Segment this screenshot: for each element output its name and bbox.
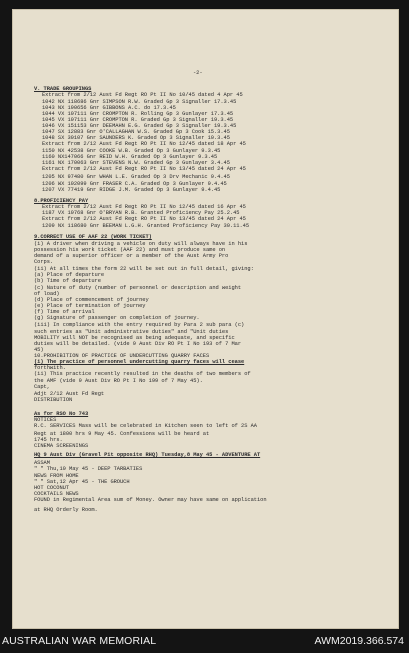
document-line: 9.CORRECT USE OF AAF 22 (WORK TICKET) (34, 234, 152, 240)
document-line: of load) (34, 291, 60, 297)
document-line: DISTRIBUTION (34, 397, 73, 403)
document-line: 1042 NX 118686 Gnr SIMPSON R.W. Graded Gp 3 Signaller 17.3.45 (42, 99, 237, 105)
document-line: forthwith. (34, 365, 66, 371)
document-line: 1150 NX 42538 Gnr COOKE W.B. Graded Op 3 Gunlayer 9.3.45 (42, 148, 221, 154)
document-line: Capt, (34, 384, 50, 390)
document-line: 1209 NX 118680 Gnr BEEMAN L.G.H. Granted Proficiency Pay 30.11.45 (42, 223, 250, 229)
document-line: (ii) This practice recently resulted in the deaths of two members of (34, 371, 251, 377)
document-line: R.C. SERVICES Mass will be celebrated in Kitchen seen to left of 2S AA (34, 423, 257, 429)
document-line: COCKTAILS NEWS (34, 491, 79, 497)
document-line: 45) (34, 347, 44, 353)
document-line: (i) The practice of personnel undercutting quarry faces will cease (34, 359, 245, 365)
document-line: 1206 WX 102099 Gnr FRASER C.A. Graded Op 3 Gunlayer 9.4.45 (42, 181, 227, 187)
document-page (12, 9, 399, 629)
document-line: 8.PROFICIENCY PAY (34, 198, 89, 204)
document-line: 1048 SX 30107 Gnr SAUNDERS K. Graded Op 3 Signaller 10.3.45 (42, 135, 230, 141)
document-line: HOT COCONUT (34, 485, 70, 491)
document-line: 1187 VX 10768 Gnr O'BRYAN R.B. Granted Proficiency Pay 25.2.45 (42, 210, 240, 216)
document-line: NEWS FROM HOME (34, 473, 79, 479)
document-line: 1046 VX 151153 Gnr DEEMAHN E.G. Graded Gp 3 Signaller 19.3.45 (42, 123, 237, 129)
document-line: Regt at 1800 hrs 9 May 45. Confessions will be heard at (34, 431, 210, 437)
document-line: at RHQ Orderly Room. (34, 507, 98, 513)
document-line: FOUND in Regimental Area sum of Money. Owner may have same on application (34, 497, 267, 503)
document-line: Extract from 2/12 Aust Fd Regt RO Pt II No 10/45 dated 4 Apr 45 (42, 92, 243, 98)
document-line: MOBILITY will NOT be recognised as being adequate, and specific (34, 335, 235, 341)
document-line: (g) Signature of passenger on completion of journey. (34, 315, 200, 321)
document-line: the AMF (vide 9 Aust Div RO Pt I No 199 of 7 May 45). (34, 378, 203, 384)
footer-accession-number: AWM2019.366.574 (314, 635, 404, 647)
document-line: 1161 NX 170063 Gnr STEVENS N.W. Graded Gp 3 Gunlayer 3.4.45 (42, 160, 230, 166)
document-line: (b) Time of departure (34, 278, 101, 284)
document-line: Corps. (34, 259, 54, 265)
document-line: 1043 NX 190656 Gnr GIBBONS A.C. do 17.3.45 (42, 105, 176, 111)
document-line: " " Thu,10 May 45 - DEEP TARBATIES (34, 466, 143, 472)
document-line: possession his work ticket (AAF 22) and must produce same on (34, 247, 226, 253)
footer-credit: AUSTRALIAN WAR MEMORIAL (2, 635, 157, 647)
document-line: ASSAM (34, 460, 50, 466)
document-line: HQ 9 Aust Div (Gravel Pit opposite RHQ) Tuesday,8 May 45 - ADVENTURE AT (34, 452, 261, 458)
document-line: 1160 NX147066 Gnr REID W.H. Graded Op 3 Gunlayer 9.3.45 (42, 154, 218, 160)
document-line: Extract from 2/12 Aust Fd Regt RO Pt II No 13/45 dated 24 Apr 45 (42, 166, 246, 172)
document-line: such entries as "Unit administrative duties" and "Unit duties (34, 329, 229, 335)
document-line: (d) Place of commencement of journey (34, 297, 149, 303)
document-line: 1045 VX 107111 Gnr CROMPTON R. Graded Gp 3 Signaller 19.3.45 (42, 117, 234, 123)
document-line: 1047 SX 12883 Gnr O'CALLAGHAN W.S. Graded Gp 3 Cook 15.3.45 (42, 129, 230, 135)
document-line: Adjt 2/12 Aust Fd Regt (34, 391, 105, 397)
document-line: (f) Time of arrival (34, 309, 95, 315)
document-line: 1207 VX 77419 Gnr RIDGE J.M. Graded Op 3 Gunlayer 9.4.45 (42, 187, 221, 193)
document-line: demand of a superior officer or a member of the Aust Army Pro (34, 253, 229, 259)
document-line: (iii) In compliance with the entry required by Para 2 sub para (c) (34, 322, 245, 328)
document-line: 1044 VX 107111 Gnr CROMPTON R. Rolling Gp 3 Gunlayer 17.3.45 (42, 111, 234, 117)
document-line: (ii) At all times the form 22 will be set out in full detail, giving: (34, 266, 254, 272)
document-line: (c) Nature of duty (number of personnel or description and weight (34, 285, 242, 291)
document-line: Extract from 2/12 Aust Fd Regt RO Pt II No 12/45 dated 16 Apr 45 (42, 204, 246, 210)
document-line: (a) Place of departure (34, 272, 105, 278)
document-line: " " Sat,12 Apr 45 - THE GROUCH (34, 479, 130, 485)
document-line: 1745 hrs. (34, 437, 63, 443)
document-line: 10.PROHIBITION OF PRACTICE OF UNDERCUTTING QUARRY FACES (34, 353, 210, 359)
document-line: (i) A driver when driving a vehicle on duty will always have in his (34, 241, 248, 247)
document-line: NOTICES (34, 417, 57, 423)
document-line: Extract from 2/12 Aust Fd Regt RO Pt II No 13/45 dated 24 Apr 45 (42, 216, 246, 222)
document-line: duties will be detailed. (vide 9 Aust Div RO Pt I No 193 of 7 Mar (34, 341, 242, 347)
footer-bar (0, 629, 409, 653)
document-line: (e) Place of termination of journey (34, 303, 146, 309)
document-line: CINEMA SCREENINGS (34, 443, 89, 449)
page-number: -2- (193, 70, 203, 76)
document-line: 1205 NX 97480 Gnr WHAN L.E. Graded Op 3 Drv Mechanic 9.4.45 (42, 174, 230, 180)
document-line: V. TRADE GROUPINGS (34, 86, 92, 92)
document-line: Extract from 2/12 Aust Fd Regt RO Pt II No 12/45 dated 18 Apr 45 (42, 141, 246, 147)
document-line: As for RSO No 743 (34, 411, 89, 417)
